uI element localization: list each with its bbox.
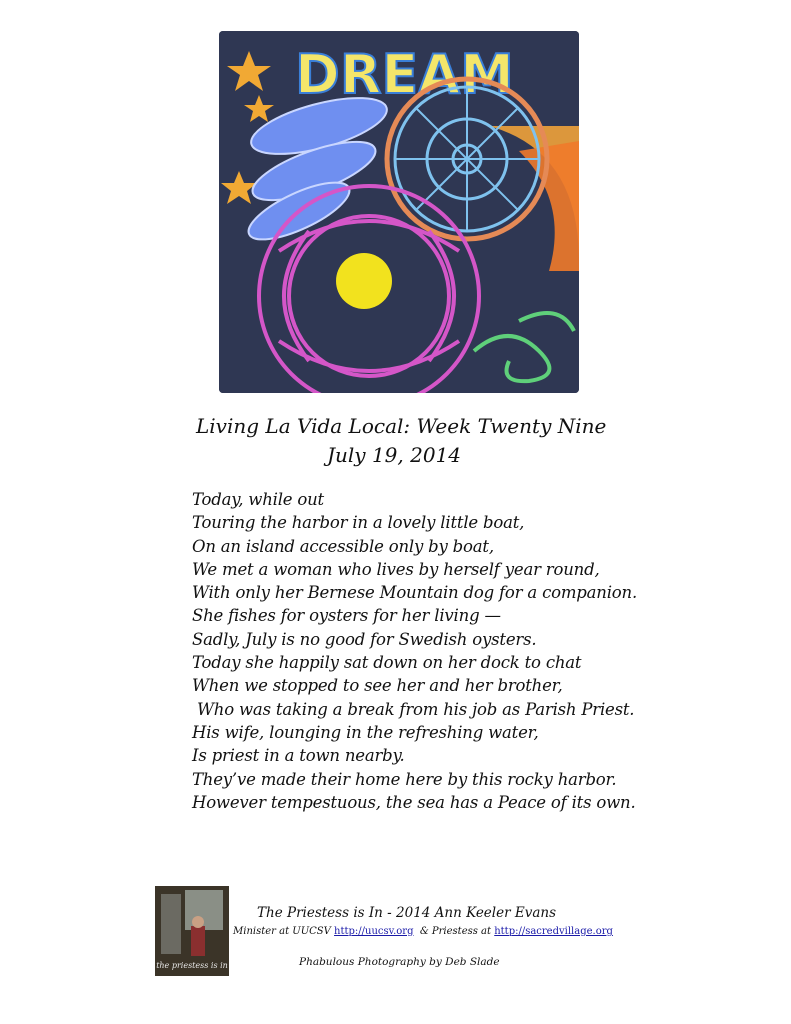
poem-line: They’ve made their home here by this rocky harbor.	[192, 769, 617, 789]
priestess-label: & Priestess at	[413, 926, 495, 937]
dreamcatcher	[387, 79, 547, 239]
poem-line: On an island accessible only by boat,	[192, 536, 494, 556]
poem-date: July 19, 2014	[327, 443, 462, 467]
uucsv-link[interactable]: http://uucsv.org	[334, 926, 414, 937]
sacredvillage-link[interactable]: http://sacredvillage.org	[494, 926, 613, 937]
chalk-drawing	[219, 31, 579, 393]
poem-title: Living La Vida Local: Week Twenty Nine	[196, 414, 607, 438]
poem-line: Who was taking a break from his job as Parish Priest.	[192, 699, 635, 719]
poem-line: With only her Bernese Mountain dog for a companion.	[192, 583, 638, 603]
photo-caption: the priestess is in	[156, 961, 228, 970]
poem-line: We met a woman who lives by herself year round,	[192, 559, 600, 579]
credit-line: The Priestess is In - 2014 Ann Keeler Evans	[257, 905, 557, 921]
poem-line: However tempestuous, the sea has a Peace of its own.	[192, 792, 636, 812]
poem-line: His wife, lounging in the refreshing water,	[192, 722, 539, 742]
yellow-flower-center	[336, 253, 392, 309]
priestess-photo	[155, 886, 229, 976]
minister-label: Minister at UUCSV	[233, 926, 335, 937]
poem-line: Touring the harbor in a lovely little boat,	[192, 513, 525, 533]
photo-credit: Phabulous Photography by Deb Slade	[299, 956, 500, 968]
poem-line: Today, while out	[192, 490, 324, 509]
priestess-photo-image	[155, 886, 229, 976]
poem-line: Sadly, July is no good for Swedish oysters.	[192, 629, 537, 649]
poem-body	[192, 488, 637, 814]
poem-line: When we stopped to see her and her brother,	[192, 676, 563, 696]
poem-line: Is priest in a town nearby.	[192, 746, 405, 766]
poem-line: Today she happily sat down on her dock to chat	[192, 653, 582, 673]
affiliation-line	[233, 926, 613, 937]
dream-chalk-artwork	[219, 31, 579, 393]
poem-line: She fishes for oysters for her living —	[192, 606, 501, 626]
dream-banner: DREAM	[295, 43, 514, 106]
